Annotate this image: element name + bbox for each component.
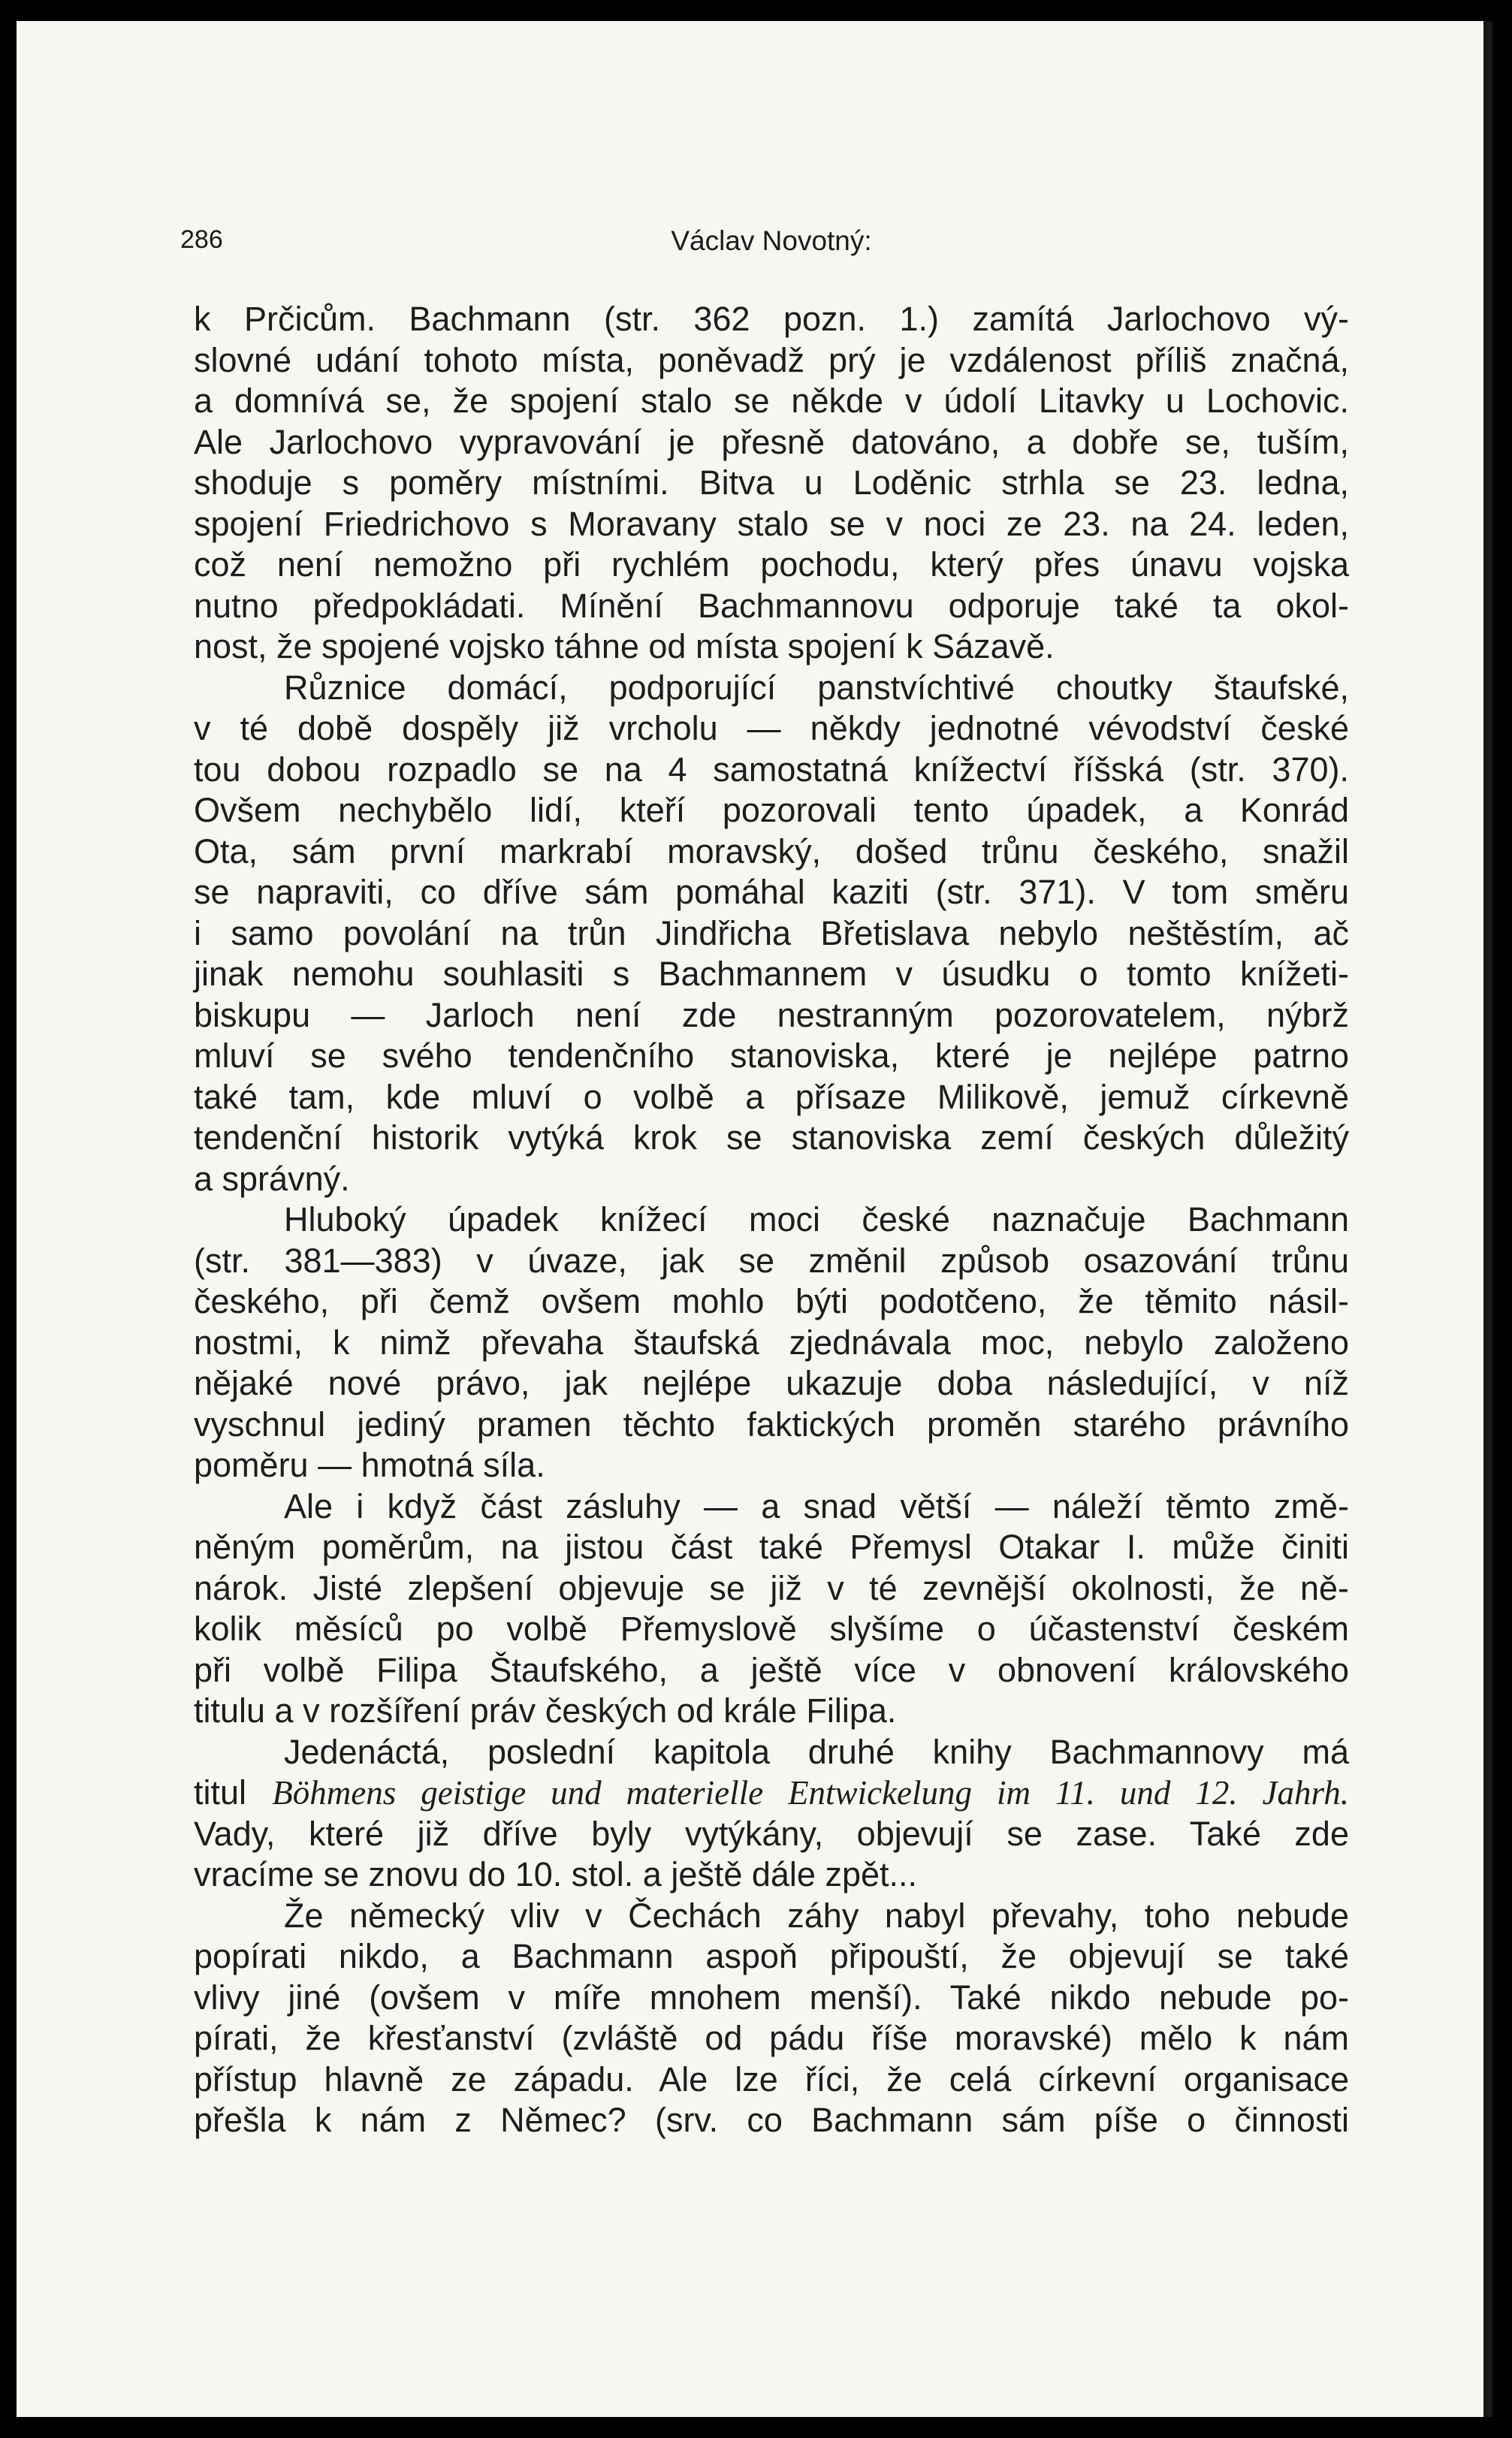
text-line: popírati nikdo, a Bachmann aspoň připouští, že objevují se také bbox=[194, 1937, 1349, 1975]
text-line: vracíme se znovu do 10. stol. a ještě dále zpět... bbox=[194, 1855, 918, 1893]
text-line: i samo povolání na trůn Jindřicha Břetislava nebylo neštěstím, ač bbox=[194, 913, 1349, 952]
text-line-with-title bbox=[194, 1773, 1349, 1814]
text-line: a domnívá se, že spojení stalo se někde v údolí Litavky u Lochovic. bbox=[194, 382, 1349, 420]
text-line: Že německý vliv v Čechách záhy nabyl převahy, toho nebude bbox=[284, 1896, 1349, 1935]
text-line: což není nemožno při rychlém pochodu, který přes únavu vojska bbox=[194, 545, 1349, 584]
text-line: při volbě Filipa Štaufského, a ještě více v obnovení královského bbox=[194, 1650, 1349, 1689]
text-line: se napraviti, co dříve sám pomáhal kaziti (str. 371). V tom směru bbox=[194, 873, 1349, 911]
text-line: titulu a v rozšíření práv českých od krále Filipa. bbox=[194, 1691, 897, 1730]
text-line: slovné udání tohoto místa, poněvadž prý je vzdálenost příliš značná, bbox=[194, 340, 1349, 379]
text-line: (str. 381—383) v úvaze, jak se změnil způsob osazování trůnu bbox=[194, 1241, 1349, 1280]
body-text bbox=[194, 299, 1349, 2141]
page-edge-shadow bbox=[1483, 21, 1492, 2417]
page-number: 286 bbox=[180, 225, 223, 254]
running-head-title: Václav Novotný: bbox=[671, 225, 872, 256]
text-line: mluví se svého tendenčního stanoviska, které je nejlépe patrno bbox=[194, 1036, 1349, 1075]
text-line: spojení Friedrichovo s Moravany stalo se v noci ze 23. na 24. leden, bbox=[194, 504, 1349, 543]
text-line: Hluboký úpadek knížecí moci české naznačuje Bachmann bbox=[284, 1200, 1349, 1239]
text-line: Vady, které již dříve byly vytýkány, objevují se zase. Také zde bbox=[194, 1814, 1349, 1853]
text-line: přístup hlavně ze západu. Ale lze říci, že celá církevní organisace bbox=[194, 2059, 1349, 2099]
text-line: k Prčicům. Bachmann (str. 362 pozn. 1.) zamítá Jarlochovo vý- bbox=[194, 300, 1349, 338]
text-line: Jedenáctá, poslední kapitola druhé knihy Bachmannovy má bbox=[284, 1732, 1349, 1771]
text-line: nost, že spojené vojsko táhne od místa spojení k Sázavě. bbox=[194, 627, 1055, 665]
text-line: vlivy jiné (ovšem v míře mnohem menší). Také nikdo nebude po- bbox=[194, 1978, 1349, 2017]
text-line: nostmi, k nimž převaha štaufská zjednávala moc, nebylo založeno bbox=[194, 1323, 1349, 1362]
text-line: tou dobou rozpadlo se na 4 samostatná knížectví říšská (str. 370). bbox=[194, 750, 1349, 789]
text-line: vyschnul jediný pramen těchto faktických proměn starého právního bbox=[194, 1405, 1349, 1444]
text-line: nutno předpokládati. Mínění Bachmannovu odporuje také ta okol- bbox=[194, 586, 1349, 625]
text-line: poměru — hmotná síla. bbox=[194, 1446, 545, 1484]
text-line: Ale i když část zásluhy — a snad větší — náleží těmto změ- bbox=[284, 1486, 1349, 1525]
text-line: pírati, že křesťanství (zvláště od pádu říše moravské) mělo k nám bbox=[194, 2019, 1349, 2057]
text-line: českého, při čemž ovšem mohlo býti podotčeno, že těmito násil- bbox=[194, 1282, 1349, 1320]
text-line: Ovšem nechybělo lidí, kteří pozorovali tento úpadek, a Konrád bbox=[194, 791, 1349, 829]
text-line: nějaké nové právo, jak nejlépe ukazuje doba následující, v níž bbox=[194, 1364, 1349, 1402]
text-line: kolik měsíců po volbě Přemyslově slyšíme o účastenství českém bbox=[194, 1610, 1349, 1648]
text-line: také tam, kde mluví o volbě a přísaze Milikově, jemuž církevně bbox=[194, 1077, 1349, 1116]
italic-book-title: Böhmens geistige und materielle Entwickelung im 11. und 12. Jahrh. bbox=[272, 1774, 1349, 1812]
text-line: Ota, sám první markrabí moravský, došed trůnu českého, snažil bbox=[194, 831, 1349, 870]
text-line: jinak nemohu souhlasiti s Bachmannem v úsudku o tomto knížeti- bbox=[194, 955, 1349, 993]
text-line: nárok. Jisté zlepšení objevuje se již v té zevnější okolnosti, že ně- bbox=[194, 1568, 1349, 1607]
text-line: a správný. bbox=[194, 1159, 350, 1198]
text-line: biskupu — Jarloch není zde nestranným pozorovatelem, nýbrž bbox=[194, 995, 1349, 1034]
title-prefix: titul bbox=[194, 1773, 247, 1812]
running-head bbox=[180, 225, 1363, 270]
text-line: v té době dospěly již vrcholu — někdy jednotné vévodství české bbox=[194, 709, 1349, 747]
text-line: shoduje s poměry místními. Bitva u Loděnic strhla se 23. ledna, bbox=[194, 463, 1349, 502]
text-line: tendenční historik vytýká krok se stanoviska zemí českých důležitý bbox=[194, 1118, 1349, 1157]
text-line: Různice domácí, podporující panstvíchtivé choutky štaufské, bbox=[284, 668, 1349, 707]
text-line: přešla k nám z Němec? (srv. co Bachmann sám píše o činnosti bbox=[194, 2101, 1349, 2139]
text-line: něným poměrům, na jistou část také Přemysl Otakar I. může činiti bbox=[194, 1528, 1349, 1566]
text-line: Ale Jarlochovo vypravování je přesně datováno, a dobře se, tuším, bbox=[194, 422, 1349, 461]
